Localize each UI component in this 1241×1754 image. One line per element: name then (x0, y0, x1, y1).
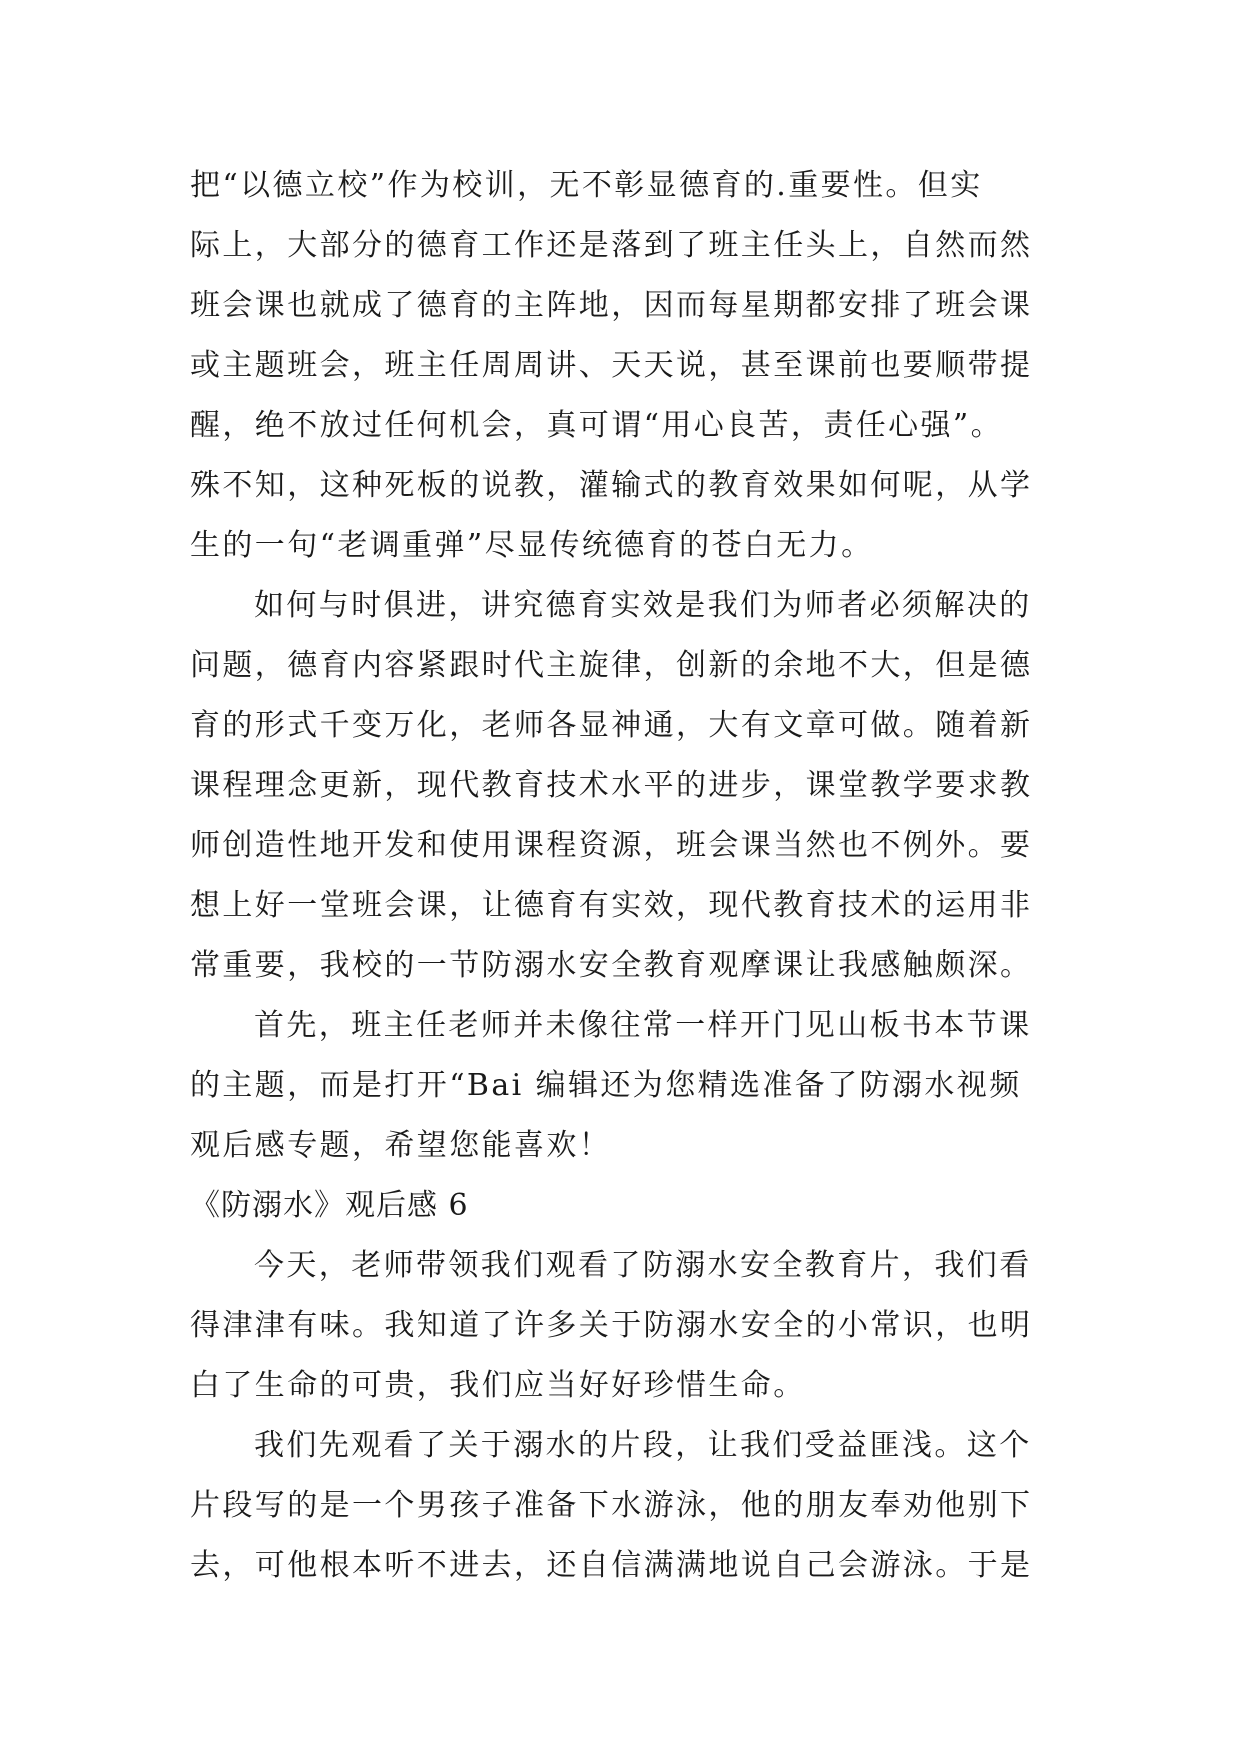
text-line: 师创造性地开发和使用课程资源，班会课当然也不例外。要 (190, 828, 1033, 863)
text-line: 想上好一堂班会课，让德育有实效，现代教育技术的运用非 (190, 888, 1033, 923)
text-line: 常重要，我校的一节防溺水安全教育观摩课让我感触颇深。 (190, 948, 1033, 983)
text-line: 首先，班主任老师并未像往常一样开门见山板书本节课 (254, 1008, 1032, 1043)
text-line: 问题，德育内容紧跟时代主旋律，创新的余地不大，但是德 (190, 648, 1033, 683)
text-line: 把“以德立校”作为校训，无不彰显德育的.重要性。但实 (190, 168, 983, 203)
text-line: 醒，绝不放过任何机会，真可谓“用心良苦，责任心强”。 (190, 408, 1004, 443)
text-line: 课程理念更新，现代教育技术水平的进步，课堂教学要求教 (190, 768, 1033, 803)
text-line: 去，可他根本听不进去，还自信满满地说自己会游泳。于是 (190, 1548, 1033, 1583)
text-line: 育的形式千变万化，老师各显神通，大有文章可做。随着新 (190, 708, 1033, 743)
text-line: 今天，老师带领我们观看了防溺水安全教育片，我们看 (254, 1248, 1032, 1283)
text-line: 如何与时俱进，讲究德育实效是我们为师者必须解决的 (254, 588, 1032, 623)
text-line: 我们先观看了关于溺水的片段，让我们受益匪浅。这个 (254, 1428, 1032, 1463)
section-heading: 《防溺水》观后感 6 (190, 1188, 469, 1223)
text-line: 殊不知，这种死板的说教，灌输式的教育效果如何呢，从学 (190, 468, 1033, 503)
text-line: 班会课也就成了德育的主阵地，因而每星期都安排了班会课 (190, 288, 1033, 323)
text-line: 白了生命的可贵，我们应当好好珍惜生命。 (190, 1368, 806, 1403)
text-line: 片段写的是一个男孩子准备下水游泳，他的朋友奉劝他别下 (190, 1488, 1033, 1523)
text-line: 的主题，而是打开“Bai 编辑还为您精选准备了防溺水视频 (190, 1068, 1022, 1103)
text-line: 生的一句“老调重弹”尽显传统德育的苍白无力。 (190, 528, 874, 563)
text-line: 观后感专题，希望您能喜欢！ (190, 1128, 612, 1163)
text-line: 或主题班会，班主任周周讲、天天说，甚至课前也要顺带提 (190, 348, 1033, 383)
text-line: 际上，大部分的德育工作还是落到了班主任头上，自然而然 (190, 228, 1033, 263)
document-body (190, 156, 1070, 1596)
text-line: 得津津有味。我知道了许多关于防溺水安全的小常识，也明 (190, 1308, 1033, 1343)
